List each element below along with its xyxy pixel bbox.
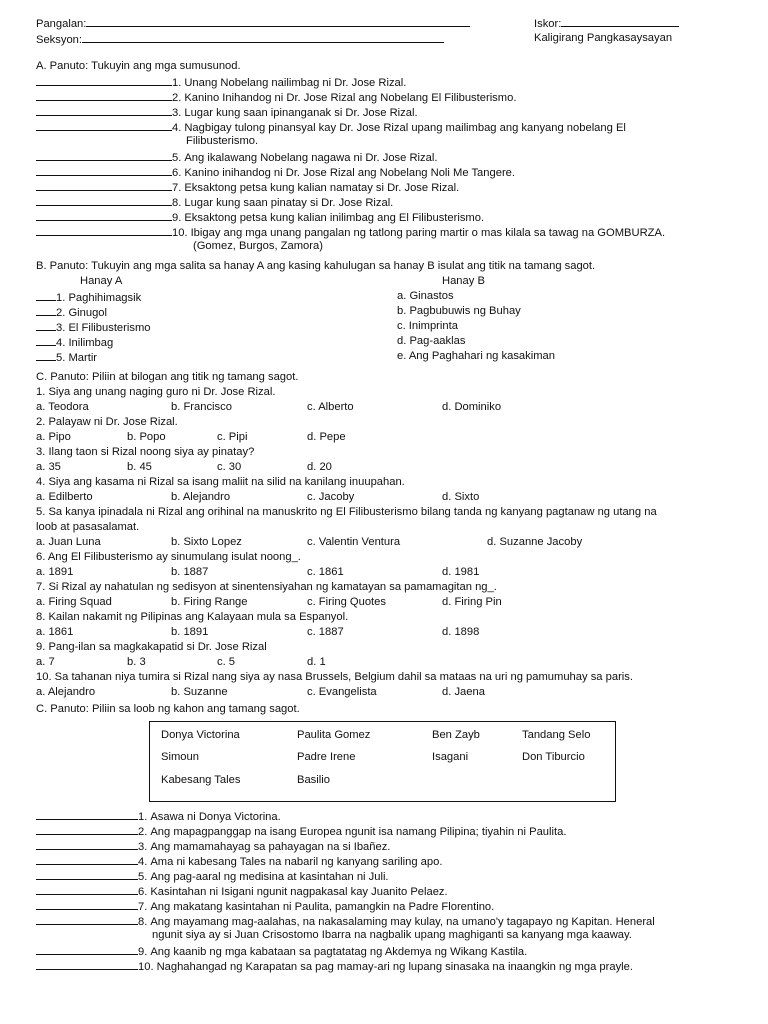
answer-blank[interactable] — [36, 838, 138, 850]
item-number: 5. — [138, 871, 148, 883]
choice-word: Simoun — [161, 751, 199, 763]
item-text: Kasintahan ni Isigani ngunit nagpakasal kay Juanito Pelaez. — [150, 886, 448, 898]
item-text: Unang Nobelang nailimbag ni Dr. Jose Rizal. — [184, 77, 407, 89]
item-text: Nagbigay tulong pinansyal kay Dr. Jose Rizal upang mailimbag ang kanyang nobelang El — [184, 122, 626, 134]
choice-word: Tandang Selo — [522, 729, 591, 741]
item-number: 9. — [172, 212, 182, 224]
answer-option[interactable]: a. 1891 — [36, 566, 74, 578]
answer-option[interactable]: d. Sixto — [442, 491, 480, 503]
answer-blank[interactable] — [36, 823, 138, 835]
item-number: 4. — [172, 122, 182, 134]
answer-blank[interactable] — [36, 194, 172, 206]
answer-option[interactable]: d. 20 — [307, 461, 332, 473]
answer-option[interactable]: d. Firing Pin — [442, 596, 502, 608]
answer-option[interactable]: c. Valentin Ventura — [307, 536, 401, 548]
answer-option[interactable]: b. Popo — [127, 431, 166, 443]
answer-blank[interactable] — [36, 913, 138, 925]
choice-word: Padre Irene — [297, 751, 356, 763]
name-blank[interactable] — [86, 15, 470, 27]
answer-option[interactable]: c. 1861 — [307, 566, 344, 578]
item-number: 1. — [138, 811, 148, 823]
item-text: Ang mamamahayag sa pahayagan na si Ibañez. — [150, 841, 391, 853]
answer-option[interactable]: a. Edilberto — [36, 491, 93, 503]
answer-option[interactable]: a. Pipo — [36, 431, 71, 443]
answer-blank[interactable] — [36, 958, 138, 970]
item-number: 1. — [172, 77, 182, 89]
item-text: Ang ikalawang Nobelang nagawa ni Dr. Jose Rizal. — [184, 152, 438, 164]
choice-word: Donya Victorina — [161, 729, 240, 741]
answer-option[interactable]: a. 7 — [36, 656, 55, 668]
answer-option[interactable]: c. Pipi — [217, 431, 248, 443]
item-text: Ang mayamang mag-aalahas, na nakasalaming may kulay, na umano'y tagapayo ng Kapitan. Heneral — [150, 916, 655, 928]
item-text: Ibigay ang mga unang pangalan ng tatlong paring martir o mas kilala sa tawag na GOMBURZA. — [190, 227, 666, 239]
column-a-title: Hanay A — [80, 275, 123, 287]
answer-blank[interactable] — [36, 853, 138, 865]
choice-word: Basilio — [297, 774, 330, 786]
answer-option[interactable]: a. Firing Squad — [36, 596, 112, 608]
match-answer-blank[interactable] — [36, 319, 56, 331]
item-text: Kanino Inihandog ni Dr. Jose Rizal ang Nobelang El Filibusterismo. — [184, 92, 517, 104]
choice-word: Kabesang Tales — [161, 774, 241, 786]
answer-option[interactable]: d. Dominiko — [442, 401, 502, 413]
answer-option[interactable]: a. Teodora — [36, 401, 89, 413]
item-text-continued: (Gomez, Burgos, Zamora) — [193, 240, 323, 252]
match-term: 5. Martir — [56, 352, 98, 364]
answer-option[interactable]: c. 30 — [217, 461, 242, 473]
match-term: 3. El Filibusterismo — [56, 322, 151, 334]
item-number: 3. — [138, 841, 148, 853]
match-term: 2. Ginugol — [56, 307, 107, 319]
section-blank[interactable] — [82, 31, 444, 43]
part-d-item — [36, 958, 633, 975]
answer-option[interactable]: b. Alejandro — [171, 491, 231, 503]
item-number: 4. — [138, 856, 148, 868]
match-answer-blank[interactable] — [36, 349, 56, 361]
item-number: 9. — [138, 946, 148, 958]
answer-blank[interactable] — [36, 119, 172, 131]
part-d-instruction: C. Panuto: Piliin sa loob ng kahon ang tamang sagot. — [36, 703, 300, 715]
score-label: Iskor: — [534, 18, 562, 30]
answer-blank[interactable] — [36, 898, 138, 910]
answer-option[interactable]: b. Suzanne — [171, 686, 228, 698]
answer-option[interactable]: c. 5 — [217, 656, 236, 668]
item-number: 7. — [172, 182, 182, 194]
score-label-row — [534, 15, 679, 32]
answer-option[interactable]: c. Evangelista — [307, 686, 377, 698]
answer-blank[interactable] — [36, 149, 172, 161]
part-a-item — [36, 224, 665, 241]
part-b-instruction: B. Panuto: Tukuyin ang mga salita sa hanay A ang kasing kahulugan sa hanay B isulat ang titik na tamang sagot. — [36, 260, 596, 272]
match-definition: a. Ginastos — [397, 290, 454, 302]
match-term: 4. Inilimbag — [56, 337, 114, 349]
section-label-row — [36, 31, 444, 48]
answer-option[interactable]: b. 1887 — [171, 566, 209, 578]
answer-blank[interactable] — [36, 74, 172, 86]
question-text: 1. Siya ang unang naging guro ni Dr. Jose Rizal. — [36, 386, 276, 398]
choice-word: Ben Zayb — [432, 729, 480, 741]
match-item-a — [36, 349, 97, 366]
question-text: 2. Palayaw ni Dr. Jose Rizal. — [36, 416, 178, 428]
answer-blank[interactable] — [36, 883, 138, 895]
answer-option[interactable]: c. Alberto — [307, 401, 354, 413]
name-label-row — [36, 15, 470, 32]
question-text: 9. Pang-ilan sa magkakapatid si Dr. Jose Rizal — [36, 641, 267, 653]
item-number: 10. — [172, 227, 188, 239]
answer-option[interactable]: d. Pepe — [307, 431, 346, 443]
answer-option[interactable]: a. Alejandro — [36, 686, 96, 698]
choice-word: Paulita Gomez — [297, 729, 371, 741]
item-text: Asawa ni Donya Victorina. — [150, 811, 281, 823]
answer-option[interactable]: b. 45 — [127, 461, 152, 473]
answer-option[interactable]: a. 35 — [36, 461, 61, 473]
item-text: Ang kaanib ng mga kabataan sa pagtatatag ng Akdemya ng Wikang Kastila. — [150, 946, 528, 958]
item-text: Lugar kung saan ipinanganak si Dr. Jose Rizal. — [184, 107, 418, 119]
item-text-continued: ngunit siya ay si Juan Crisostomo Ibarra na nagbalik upang maghiganti sa kanyang mga kaaway. — [152, 929, 632, 941]
item-number: 8. — [138, 916, 148, 928]
match-definition: d. Pag-aaklas — [397, 335, 466, 347]
question-text: 3. Ilang taon si Rizal noong siya ay pinatay? — [36, 446, 255, 458]
item-text: Kanino inihandog ni Dr. Jose Rizal ang Nobelang Noli Me Tangere. — [184, 167, 515, 179]
item-text: Ang pag-aaral ng medisina at kasintahan ni Juli. — [150, 871, 389, 883]
question-text: 7. Si Rizal ay nahatulan ng sedisyon at sinentensiyahan ng kamatayan sa pamamagitan ng_. — [36, 581, 497, 593]
item-number: 8. — [172, 197, 182, 209]
answer-blank[interactable] — [36, 89, 172, 101]
name-label: Pangalan: — [36, 18, 87, 30]
item-text: Eksaktong petsa kung kalian namatay si Dr. Jose Rizal. — [184, 182, 460, 194]
match-definition: e. Ang Paghahari ng kasakiman — [397, 350, 555, 362]
item-number: 5. — [172, 152, 182, 164]
match-definition: c. Inimprinta — [397, 320, 458, 332]
answer-blank[interactable] — [36, 868, 138, 880]
item-text: Naghahangad ng Karapatan sa pag mamay-ari ng lupang sinasaka na inaangkin ng mga prayle. — [156, 961, 633, 973]
item-number: 3. — [172, 107, 182, 119]
part-c-instruction: C. Panuto: Piliin at bilogan ang titik ng tamang sagot. — [36, 371, 299, 383]
match-term: 1. Paghihimagsik — [56, 292, 142, 304]
answer-option[interactable]: d. 1981 — [442, 566, 480, 578]
part-a-instruction: A. Panuto: Tukuyin ang mga sumusunod. — [36, 60, 241, 72]
answer-option[interactable]: c. Jacoby — [307, 491, 355, 503]
question-text-continued: loob at pasasalamat. — [36, 521, 140, 533]
section-label: Seksyon: — [36, 34, 83, 46]
item-number: 2. — [172, 92, 182, 104]
answer-option[interactable]: b. Sixto Lopez — [171, 536, 242, 548]
answer-blank[interactable] — [36, 179, 172, 191]
answer-option[interactable]: d. 1 — [307, 656, 326, 668]
question-text: 4. Siya ang kasama ni Rizal sa isang maliit na silid na kanilang inuupahan. — [36, 476, 405, 488]
answer-option[interactable]: a. Juan Luna — [36, 536, 101, 548]
item-text: Ama ni kabesang Tales na nabaril ng kanyang sariling apo. — [150, 856, 443, 868]
subject-title: Kaligirang Pangkasaysayan — [534, 32, 673, 44]
answer-option[interactable]: c. 1887 — [307, 626, 344, 638]
item-number: 2. — [138, 826, 148, 838]
answer-option[interactable]: d. 1898 — [442, 626, 480, 638]
answer-blank[interactable] — [36, 209, 172, 221]
item-number: 6. — [138, 886, 148, 898]
answer-blank[interactable] — [36, 808, 138, 820]
column-b-title: Hanay B — [442, 275, 485, 287]
answer-option[interactable]: d. Suzanne Jacoby — [487, 536, 583, 548]
score-blank[interactable] — [561, 15, 679, 27]
item-number: 6. — [172, 167, 182, 179]
answer-option[interactable]: b. 3 — [127, 656, 146, 668]
question-text: 10. Sa tahanan niya tumira si Rizal nang siya ay nasa Brussels, Belgium dahil sa mataas na uri ng pamumuhay sa paris. — [36, 671, 633, 683]
item-text-continued: Filibusterismo. — [186, 135, 259, 147]
part-a-item — [36, 119, 626, 136]
answer-blank[interactable] — [36, 224, 172, 236]
choice-word: Don Tiburcio — [522, 751, 585, 763]
answer-blank[interactable] — [36, 943, 138, 955]
item-text: Eksaktong petsa kung kalian inilimbag ang El Filibusterismo. — [184, 212, 485, 224]
answer-option[interactable]: a. 1861 — [36, 626, 74, 638]
answer-blank[interactable] — [36, 164, 172, 176]
choice-word: Isagani — [432, 751, 469, 763]
match-answer-blank[interactable] — [36, 289, 56, 301]
item-text: Ang mapagpanggap na isang Europea ngunit isa namang Pilipina; tiyahin ni Paulita. — [150, 826, 567, 838]
answer-option[interactable]: b. Firing Range — [171, 596, 248, 608]
match-definition: b. Pagbubuwis ng Buhay — [397, 305, 521, 317]
answer-option[interactable]: d. Jaena — [442, 686, 485, 698]
match-answer-blank[interactable] — [36, 304, 56, 316]
item-number: 10. — [138, 961, 154, 973]
question-text: 5. Sa kanya ipinadala ni Rizal ang orihinal na manuskrito ng El Filibusterismo bilang tanda ng kanyang pagtanaw ng utang na — [36, 506, 657, 518]
answer-option[interactable]: c. Firing Quotes — [307, 596, 386, 608]
question-text: 8. Kailan nakamit ng Pilipinas ang Kalayaan mula sa Espanyol. — [36, 611, 349, 623]
question-text: 6. Ang El Filibusterismo ay sinumulang isulat noong_. — [36, 551, 301, 563]
match-answer-blank[interactable] — [36, 334, 56, 346]
item-text: Ang makatang kasintahan ni Paulita, pamangkin na Padre Florentino. — [150, 901, 495, 913]
item-text: Lugar kung saan pinatay si Dr. Jose Rizal. — [184, 197, 394, 209]
item-number: 7. — [138, 901, 148, 913]
answer-option[interactable]: b. 1891 — [171, 626, 209, 638]
answer-option[interactable]: b. Francisco — [171, 401, 232, 413]
answer-blank[interactable] — [36, 104, 172, 116]
